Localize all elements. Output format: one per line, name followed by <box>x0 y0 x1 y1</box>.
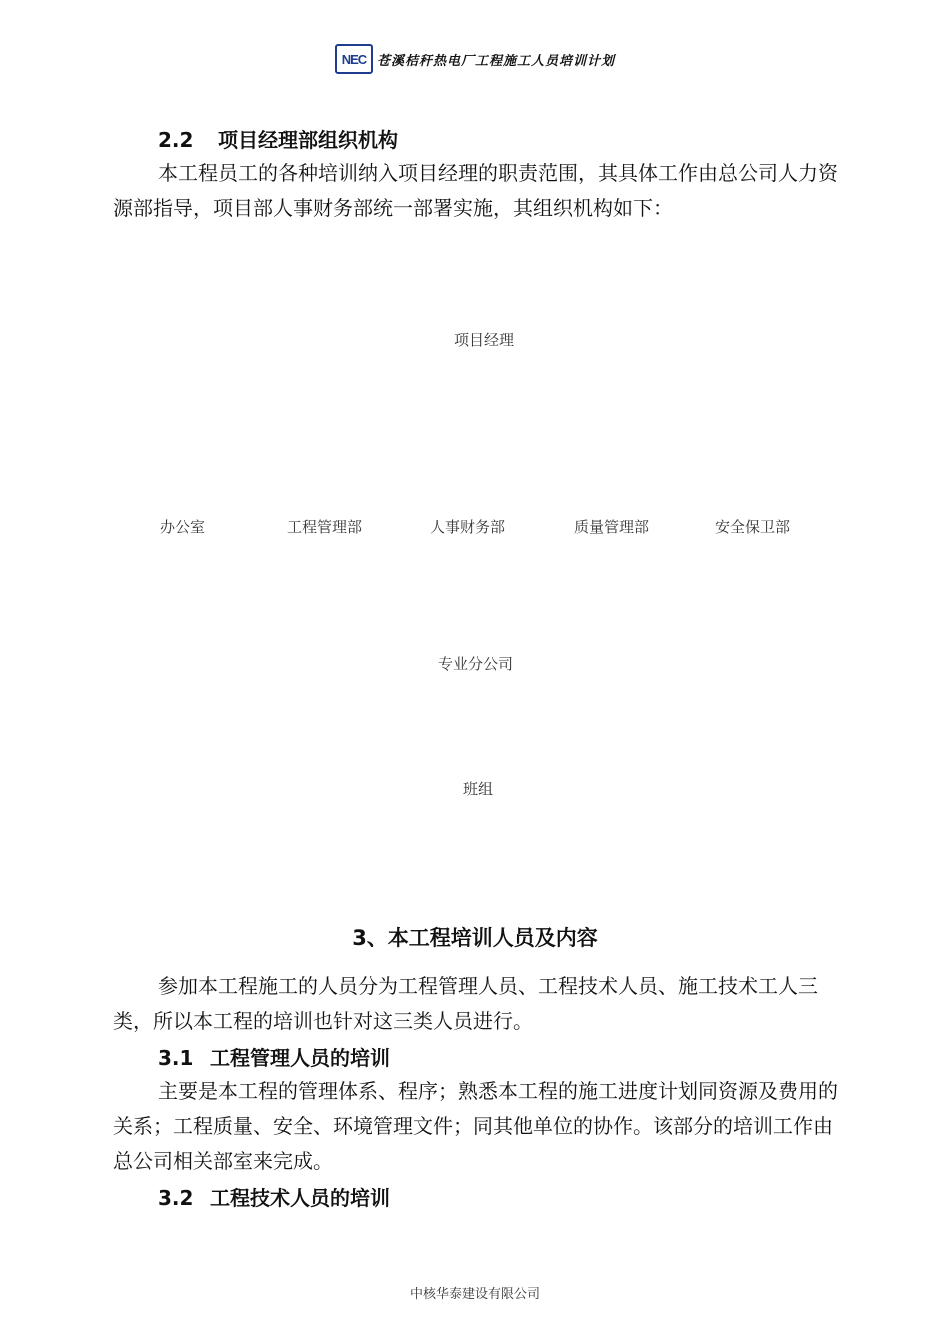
header-title: 苍溪桔秆热电厂工程施工人员培训计划 <box>376 53 615 69</box>
org-node-quality: 质量管理部 <box>574 518 650 536</box>
org-node-project-manager: 项目经理 <box>454 331 515 349</box>
org-node-safety: 安全保卫部 <box>715 518 791 536</box>
section-3-paragraph: 参加本工程施工的人员分为工程管理人员、工程技术人员、施工技术工人三类，所以本工程的培训也针对这三类人员进行。 <box>113 974 818 1033</box>
nec-logo: NEC <box>335 44 373 74</box>
page-footer: 中核华泰建设有限公司 <box>409 1287 540 1302</box>
section-number: 2.2 <box>158 128 194 152</box>
section-number: 3.2 <box>158 1186 194 1210</box>
section-title: 工程管理人员的培训 <box>210 1046 390 1070</box>
org-node-team: 班组 <box>463 780 494 798</box>
section-2-2-paragraph: 本工程员工的各种培训纳入项目经理的职责范围，其具体工作由总公司人力资源部指导，项目部人事财务部统一部署实施，其组织机构如下： <box>113 161 838 220</box>
section-3-1-heading <box>158 1042 390 1071</box>
org-node-office: 办公室 <box>160 518 206 536</box>
org-node-branch: 专业分公司 <box>438 655 514 673</box>
org-node-hr-finance: 人事财务部 <box>430 518 506 536</box>
section-number: 3.1 <box>158 1046 194 1070</box>
section-3-heading: 3、本工程培训人员及内容 <box>352 926 598 950</box>
section-2-2-heading <box>158 124 398 153</box>
org-node-engineering: 工程管理部 <box>287 518 363 536</box>
section-title: 项目经理部组织机构 <box>218 128 398 152</box>
section-3-1-paragraph: 主要是本工程的管理体系、程序；熟悉本工程的施工进度计划同资源及费用的关系；工程质量、安全、环境管理文件；同其他单位的协作。该部分的培训工作由总公司相关部室来完成。 <box>113 1079 838 1173</box>
section-title: 工程技术人员的培训 <box>210 1186 390 1210</box>
page-header <box>0 42 950 76</box>
section-3-2-heading <box>158 1182 390 1211</box>
